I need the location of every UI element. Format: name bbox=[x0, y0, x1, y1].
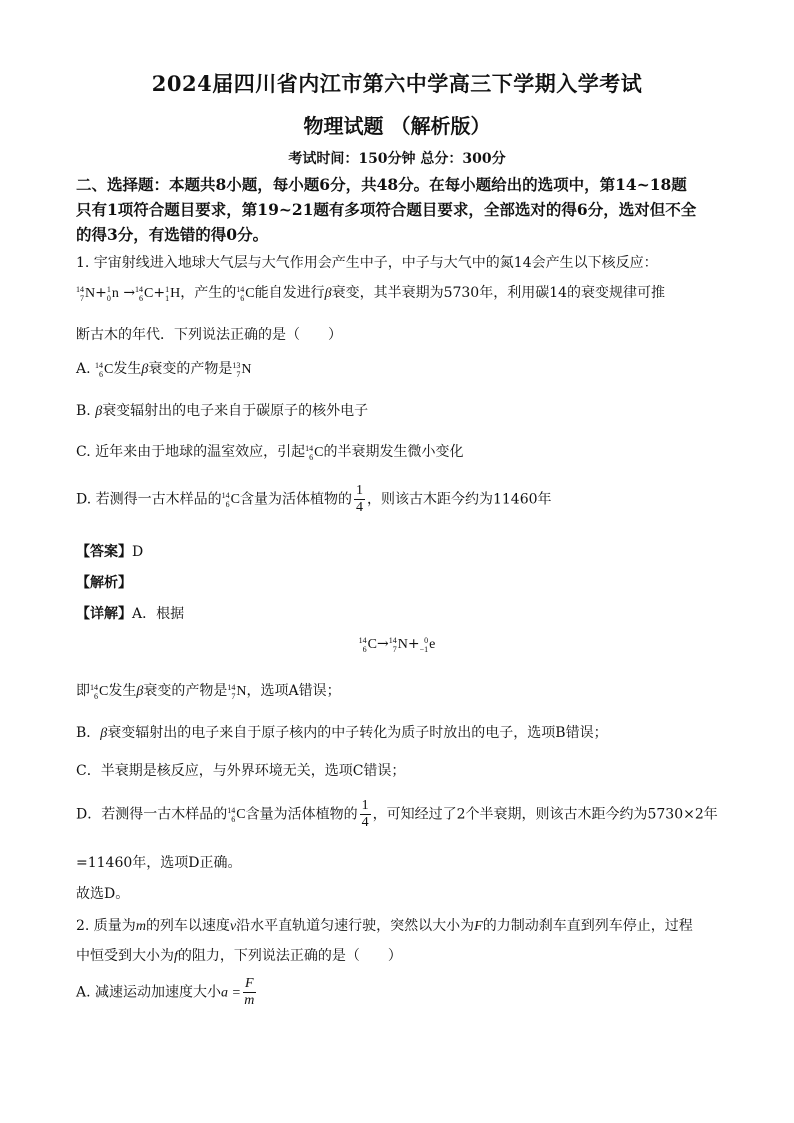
q1-option-a: A. 14 6 C发生β衰变的产物是 13 7 N bbox=[76, 360, 252, 379]
isotope-n14: 14 7 N bbox=[76, 284, 96, 303]
section-instructions-line-1: 二、选择题：本题共8小题，每小题6分，共48分。在每小题给出的选项中，第14~18题 bbox=[76, 175, 687, 194]
q1-explain-b: B．β衰变辐射出的电子来自于原子核内的中子转化为质子时放出的电子，选项B错误； bbox=[76, 725, 608, 741]
fraction-one-quarter: $\frac{1}{4}$ bbox=[361, 798, 369, 830]
exam-meta: 考试时间：150分钟 总分：300分 bbox=[288, 151, 506, 167]
isotope-c14: 14 6 C bbox=[358, 636, 377, 654]
q1-explain-c: C．半衰期是核反应，与外界环境无关，选项C错误； bbox=[76, 763, 406, 779]
isotope-n14: 14 7 N bbox=[388, 636, 408, 654]
isotope-electron: 0 −1 e bbox=[419, 636, 436, 654]
beta-symbol: β bbox=[324, 286, 332, 301]
fraction-f-over-m: $\frac{F}{m}$ bbox=[244, 976, 255, 1008]
beta-symbol: β bbox=[100, 726, 108, 741]
isotope-c14: 14 6 C bbox=[221, 491, 240, 510]
exam-title: 2024届四川省内江市第六中学高三下学期入学考试 bbox=[151, 71, 643, 96]
q2-option-a: A. 减速运动加速度大小a = $\frac{F}{m}$ bbox=[76, 976, 255, 1008]
isotope-c14: 14 6 C bbox=[135, 284, 154, 303]
q1-stem-line-1: 1. 宇宙射线进入地球大气层与大气作用会产生中子，中子与大气中的氮14会产生以下核反应： bbox=[76, 255, 658, 271]
fraction-one-quarter: $\frac{1}{4}$ bbox=[355, 483, 363, 515]
section-instructions-line-3: 的得3分，有选错的得0分。 bbox=[76, 225, 269, 244]
isotope-h1: 1 1 H bbox=[165, 284, 181, 303]
q1-stem-line-3: 断古木的年代．下列说法正确的是（ ） bbox=[76, 327, 342, 343]
isotope-c14: 14 6 C bbox=[95, 360, 114, 379]
isotope-c14: 14 6 C bbox=[227, 806, 246, 825]
isotope-n14: 14 7 N bbox=[227, 682, 247, 701]
exam-subtitle: 物理试题 （解析版） bbox=[303, 114, 491, 138]
q1-answer: 【答案】D bbox=[76, 544, 144, 560]
reaction-arrow: → bbox=[123, 285, 136, 301]
isotope-c14: 14 6 C bbox=[305, 443, 324, 462]
q1-option-b: B. β衰变辐射出的电子来自于碳原子的核外电子 bbox=[76, 403, 369, 419]
section-instructions-line-2: 只有1项符合题目要求，第19~21题有多项符合题目要求，全部选对的得6分，选对但不全 bbox=[76, 200, 697, 219]
isotope-c14: 14 6 C bbox=[236, 284, 255, 303]
q2-stem-line-2: 中恒受到大小为f的阻力，下列说法正确的是（ ） bbox=[76, 948, 402, 964]
q1-explain-d: D．若测得一古木样品的 14 6 C含量为活体植物的 $\frac{1}{4}$ ，可知经过了2个半衰期，则该古木距今约为5730×2年 bbox=[76, 798, 718, 830]
beta-symbol: β bbox=[141, 362, 149, 377]
isotope-neutron: 1 0 n bbox=[106, 284, 119, 303]
q1-explain-d-line-2: =11460年，选项D正确。 bbox=[76, 855, 242, 871]
reaction-arrow: → bbox=[377, 636, 389, 653]
beta-symbol: β bbox=[136, 684, 144, 699]
q1-stem-line-2: 14 7 N+ 1 0 n → 14 6 C+ 1 1 H，产生的 14 6 C能自发进行β衰变，其半衰期为5730年，利用碳14的衰变规律可推 bbox=[76, 284, 666, 303]
beta-symbol: β bbox=[95, 404, 103, 419]
q1-analysis-label: 【解析】 bbox=[76, 575, 132, 591]
q1-option-d: D. 若测得一古木样品的 14 6 C含量为活体植物的 $\frac{1}{4}$ ，则该古木距今约为11460年 bbox=[76, 483, 552, 515]
q1-detail-a: 【详解】A．根据 bbox=[76, 606, 185, 622]
q1-explain-a: 即 14 6 C发生β衰变的产物是 14 7 N，选项A错误； bbox=[76, 682, 341, 701]
q2-stem-line-1: 2. 质量为m的列车以速度v沿水平直轨道匀速行驶，突然以大小为F的力制动刹车直到列车停止，过程 bbox=[76, 918, 693, 934]
q1-option-c: C. 近年来由于地球的温室效应，引起 14 6 C的半衰期发生微小变化 bbox=[76, 443, 464, 462]
isotope-c14: 14 6 C bbox=[90, 682, 109, 701]
q1-conclusion: 故选D。 bbox=[76, 886, 130, 902]
isotope-n13: 13 7 N bbox=[232, 360, 252, 379]
decay-equation: 14 6 C→ 14 7 N+ 0 −1 e bbox=[358, 636, 436, 654]
